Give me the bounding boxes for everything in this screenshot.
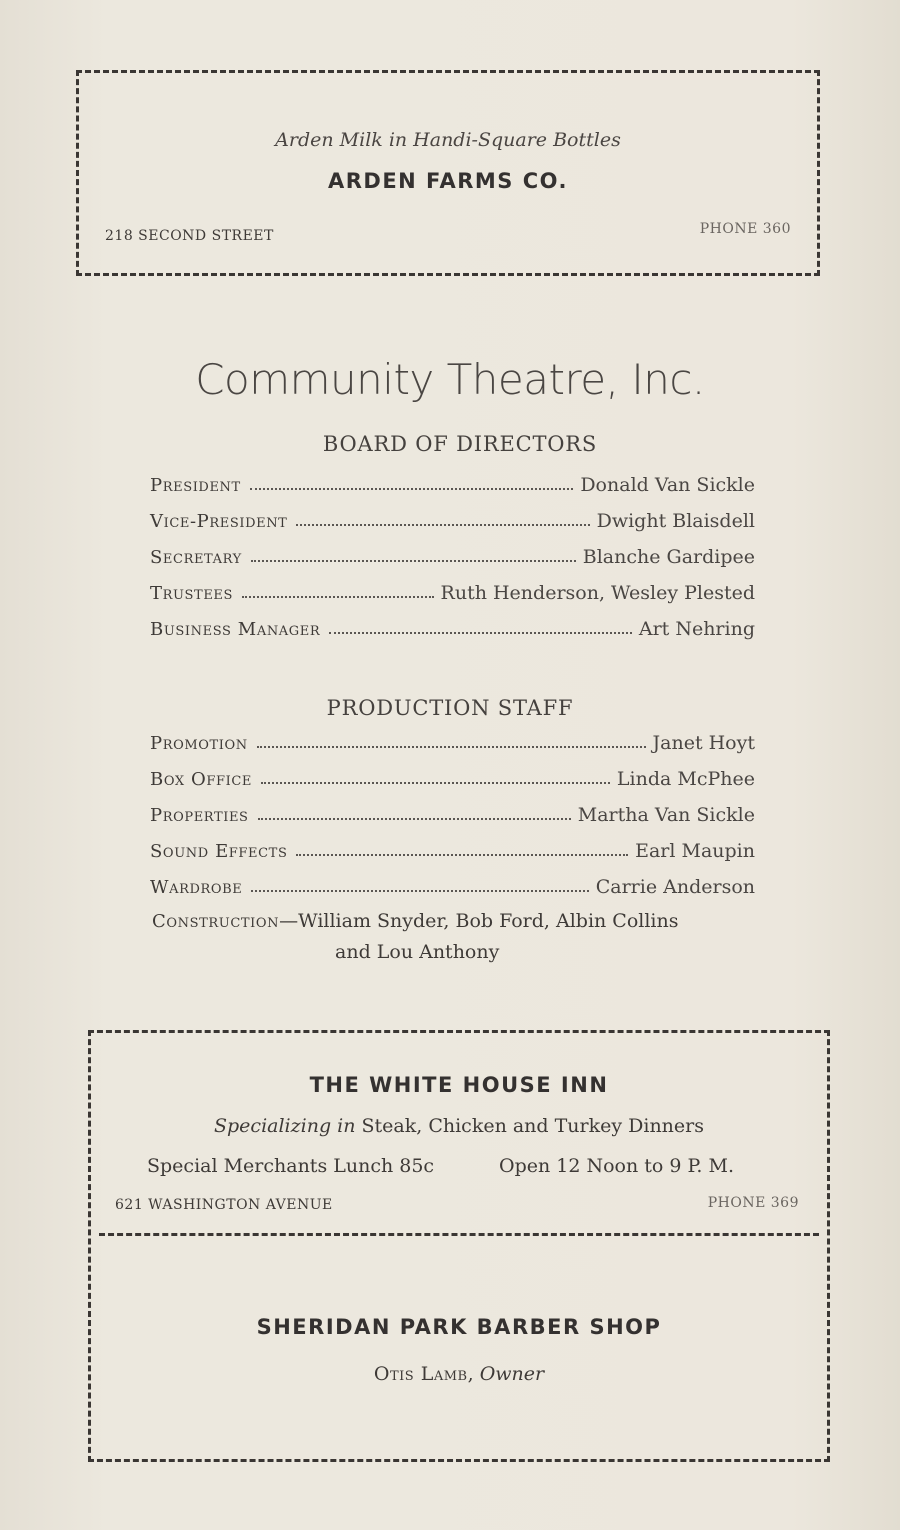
leader-dots	[296, 854, 628, 856]
owner-title: Owner	[479, 1363, 545, 1385]
arden-phone: PHONE 360	[699, 221, 791, 237]
barber-shop-name: SHERIDAN PARK BARBER SHOP	[256, 1315, 662, 1339]
person-name: Ruth Henderson, Wesley Plested	[440, 582, 755, 604]
leader-dots	[258, 818, 571, 820]
role-label: Properties	[150, 805, 249, 826]
staff-row	[150, 870, 755, 898]
person-name: Earl Maupin	[635, 840, 755, 862]
owner-sep: ,	[467, 1363, 480, 1385]
role-label: Box Office	[150, 769, 253, 790]
role-label: Sound Effects	[150, 841, 288, 862]
leader-dots	[257, 746, 646, 748]
role-label: President	[150, 475, 241, 496]
leader-dots	[250, 488, 574, 490]
arden-farms-ad	[76, 70, 820, 276]
construction-names-cont: and Lou Anthony	[335, 941, 500, 963]
board-row	[150, 540, 755, 568]
white-house-hours: Open 12 Noon to 9 P. M.	[499, 1155, 735, 1177]
specialty-text: Steak, Chicken and Turkey Dinners	[355, 1115, 704, 1137]
person-name: Linda McPhee	[616, 768, 755, 790]
ad-divider	[99, 1233, 819, 1236]
barber-owner	[91, 1363, 827, 1385]
white-house-phone: PHONE 369	[707, 1195, 799, 1211]
specialty-italic: Specializing in	[214, 1115, 356, 1137]
staff-row	[150, 726, 755, 754]
staff-row	[150, 762, 755, 790]
leader-dots	[261, 782, 610, 784]
person-name: Dwight Blaisdell	[596, 510, 755, 532]
leader-dots	[251, 890, 588, 892]
arden-tagline: Arden Milk in Handi-Square Bottles	[275, 129, 621, 151]
owner-name: Otis Lamb	[373, 1363, 468, 1385]
arden-name: ARDEN FARMS CO.	[327, 169, 569, 193]
role-label: Promotion	[150, 733, 248, 754]
board-row	[150, 576, 755, 604]
person-name: Martha Van Sickle	[577, 804, 755, 826]
white-house-lunch: Special Merchants Lunch 85c	[147, 1155, 435, 1177]
white-house-name: THE WHITE HOUSE INN	[309, 1073, 609, 1097]
role-label: Wardrobe	[150, 877, 243, 898]
role-label: Vice-President	[150, 511, 288, 532]
person-name: Janet Hoyt	[652, 732, 755, 754]
role-label: Trustees	[150, 583, 234, 604]
board-row	[150, 612, 755, 640]
board-row	[150, 468, 755, 496]
role-label: Business Manager	[150, 619, 321, 640]
white-house-specialty	[91, 1115, 827, 1137]
role-label: Secretary	[150, 547, 242, 568]
board-heading: BOARD OF DIRECTORS	[322, 432, 598, 456]
person-name: Blanche Gardipee	[582, 546, 755, 568]
person-name: Art Nehring	[638, 618, 755, 640]
production-heading: PRODUCTION STAFF	[326, 696, 574, 720]
bottom-ads-box	[88, 1030, 830, 1462]
construction-credit	[152, 906, 772, 967]
arden-address: 218 SECOND STREET	[105, 228, 274, 244]
page-title: Community Theatre, Inc.	[195, 355, 705, 404]
white-house-address: 621 WASHINGTON AVENUE	[115, 1197, 333, 1213]
person-name: Carrie Anderson	[595, 876, 755, 898]
leader-dots	[329, 632, 632, 634]
leader-dots	[251, 560, 576, 562]
leader-dots	[242, 596, 434, 598]
staff-row	[150, 798, 755, 826]
board-row	[150, 504, 755, 532]
construction-names: —William Snyder, Bob Ford, Albin Collins	[279, 910, 679, 932]
staff-row	[150, 834, 755, 862]
leader-dots	[296, 524, 589, 526]
person-name: Donald Van Sickle	[580, 474, 755, 496]
construction-role: Construction	[152, 911, 280, 932]
